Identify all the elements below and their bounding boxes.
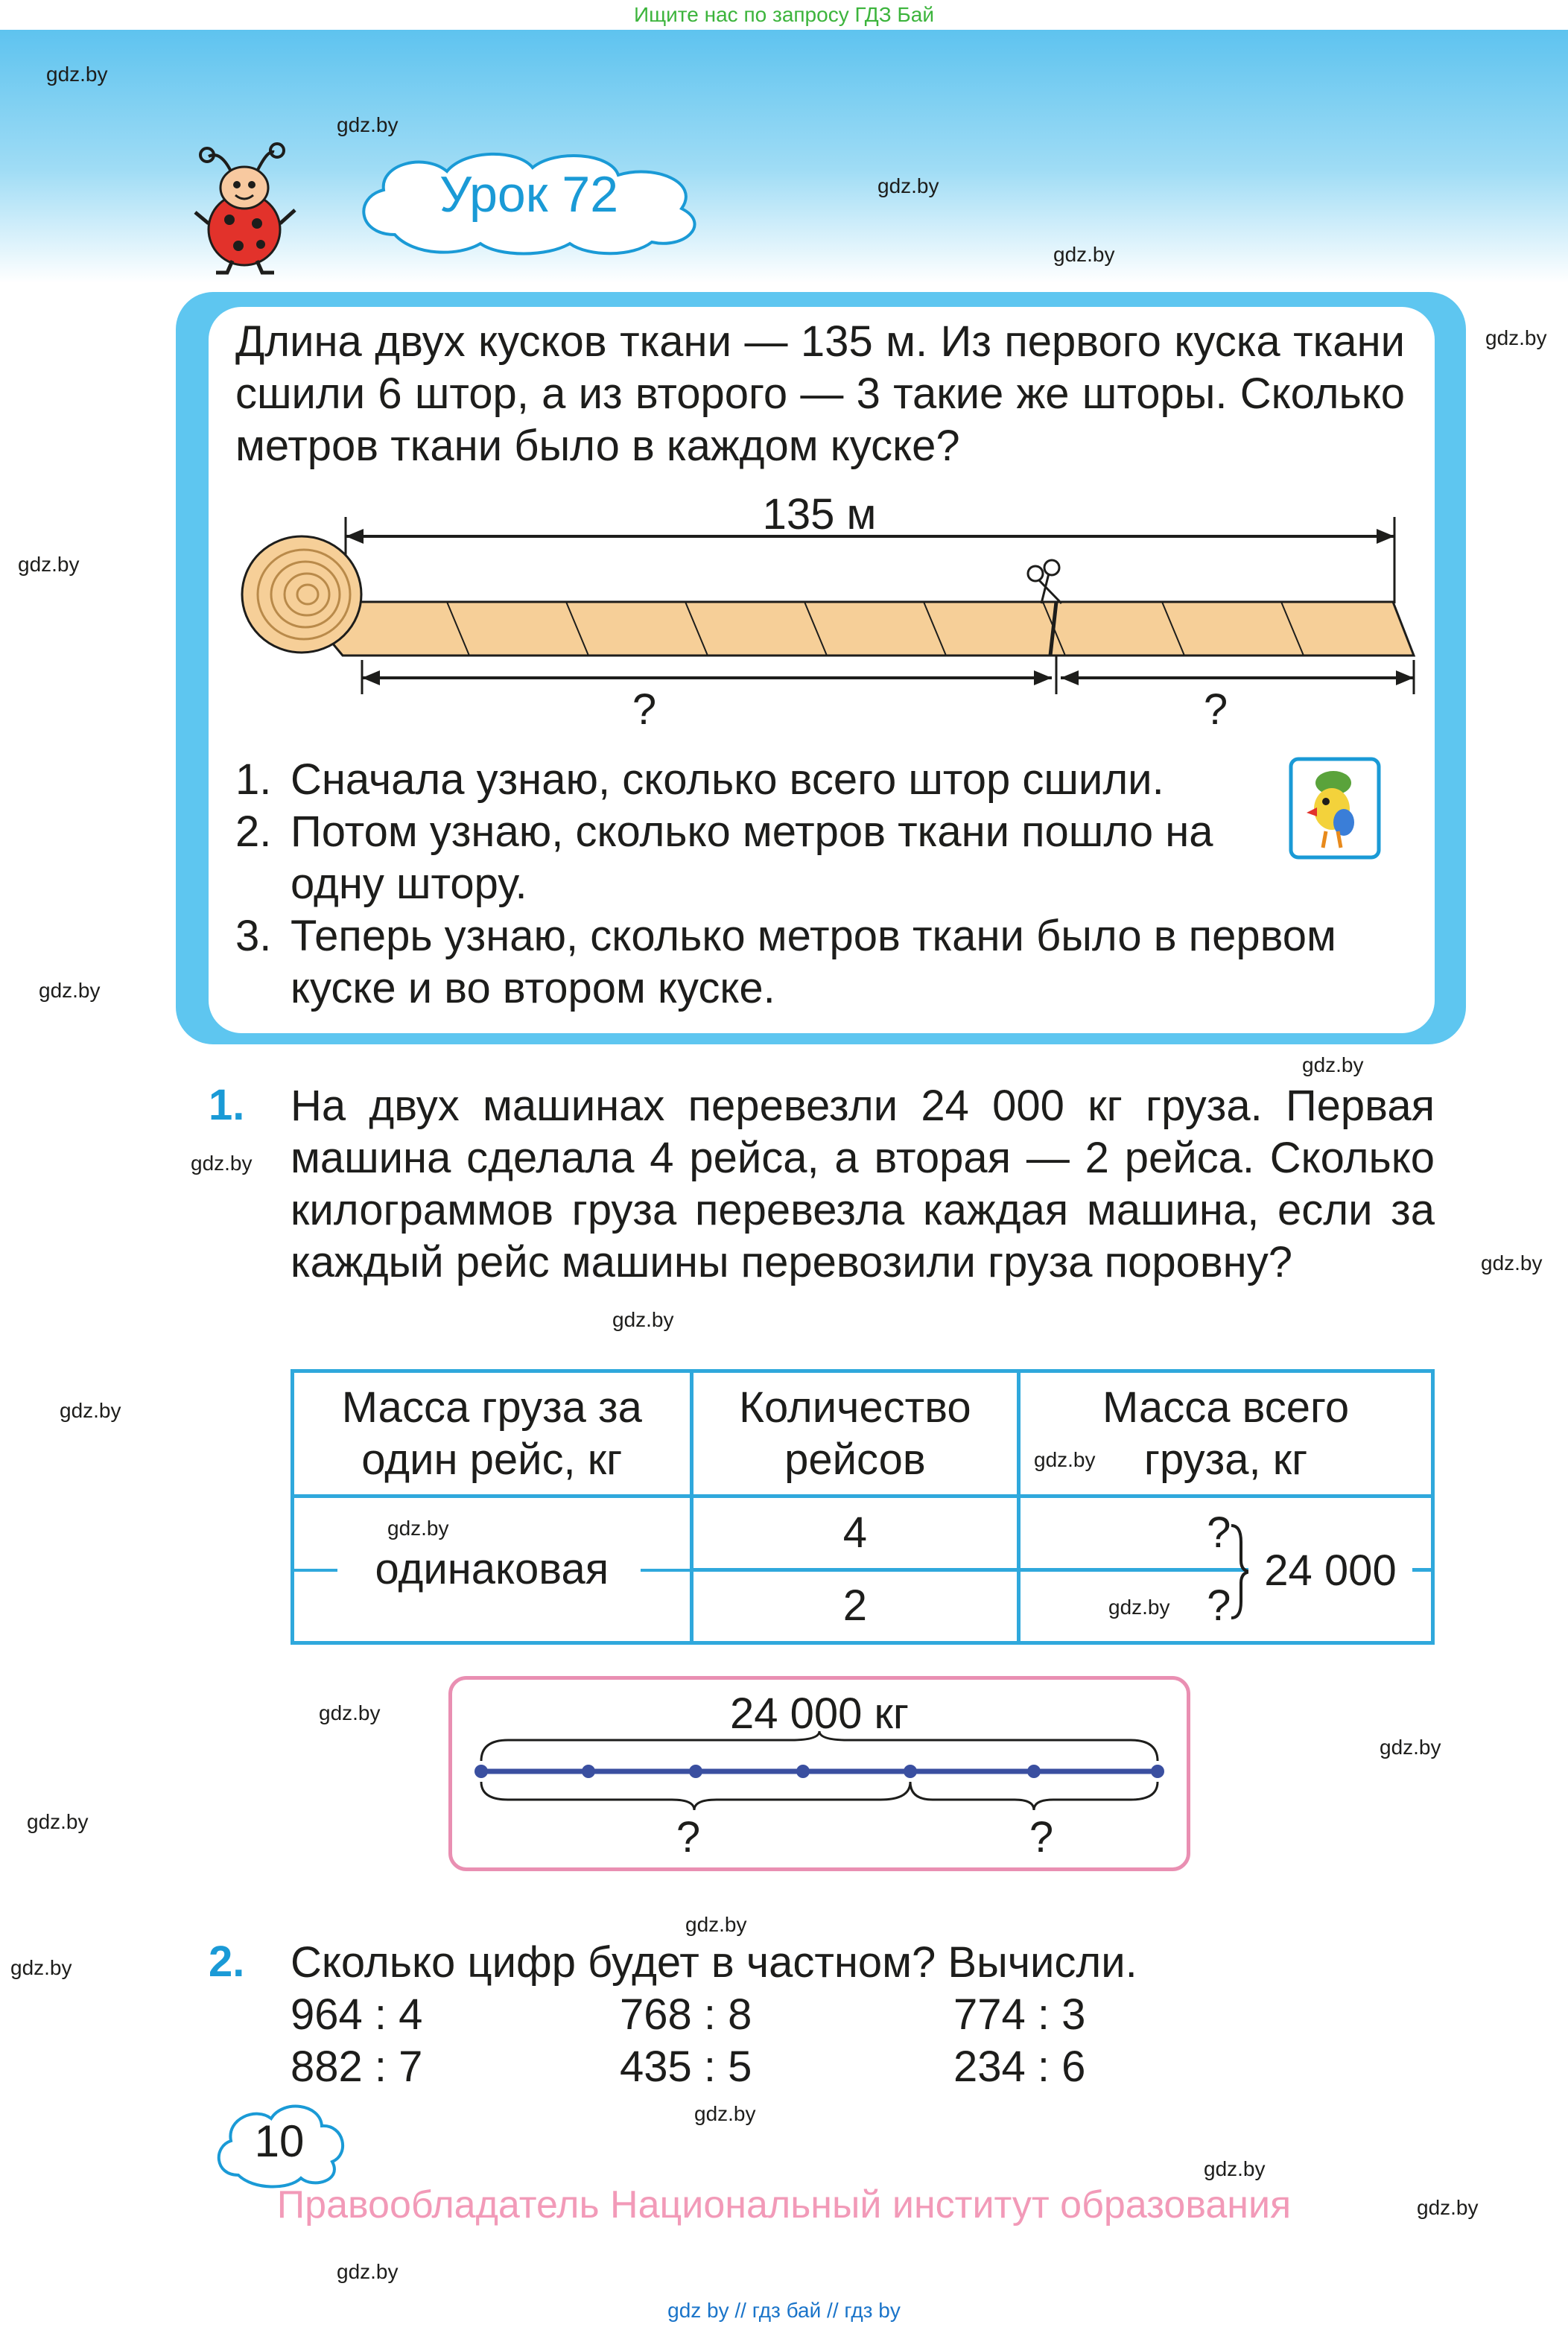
watermark: gdz.by [877, 174, 939, 197]
expression: 964 : 4 [291, 1990, 423, 2039]
table-header: Масса груза за один рейс, кг [293, 1371, 692, 1496]
expression: 435 : 5 [620, 2043, 752, 2091]
watermark: gdz.by [337, 2260, 399, 2283]
watermark: gdz.by [10, 1956, 72, 1979]
watermark: gdz.by [685, 1913, 747, 1936]
watermark: gdz.by [1380, 1736, 1441, 1759]
expression: 768 : 8 [620, 1990, 752, 2039]
task2-text: Сколько цифр будет в частном? Вычисли. [291, 1938, 1137, 1987]
segment-point [474, 1765, 488, 1778]
intro-problem-text: Длина двух кусков ткани — 135 м. Из первого куска ткани сшили 6 штор, а из второго — 3 такие же шторы. Сколько метров ткани было в каждом куске? [235, 317, 1405, 470]
task2-number: 2. [209, 1937, 245, 1986]
watermark: gdz.by [27, 1810, 89, 1833]
table-dash-sum [1412, 1569, 1435, 1572]
expression: 882 : 7 [291, 2043, 423, 2091]
expression: 234 : 6 [953, 2043, 1086, 2091]
watermark: gdz.by [387, 1517, 449, 1540]
segment-point [689, 1765, 702, 1778]
table-header: Масса всего груза, кг [1019, 1371, 1433, 1496]
step-number: 3. [235, 912, 272, 960]
fabric-part1-label: ? [632, 685, 657, 734]
fabric-roll-end [242, 536, 361, 653]
task1-table [291, 1369, 1435, 1645]
step-text: Потом узнаю, сколько метров ткани пошло на одну штору. [291, 807, 1213, 908]
watermark: gdz.by [1302, 1053, 1364, 1076]
task1-text: На двух машинах перевезли 24 000 кг груза. Первая машина сделала 4 рейса, а вторая — 2 рейса. Сколько килограммов груза перевезла каждая машина, если за каждый рейс машины перевозили груза поровну? [291, 1082, 1435, 1286]
segment-point [904, 1765, 917, 1778]
watermark: gdz.by [612, 1308, 674, 1331]
step-text: Сначала узнаю, сколько всего штор сшили. [291, 755, 1164, 804]
parrot-helper-icon [1289, 757, 1381, 860]
watermark: gdz.by [1108, 1596, 1170, 1619]
bottom-links: gdz by // гдз бай // гдз by [667, 2299, 901, 2322]
segment-point [1151, 1765, 1164, 1778]
table-dash-left [294, 1569, 337, 1572]
step-number: 1. [235, 755, 272, 804]
watermark: gdz.by [1034, 1448, 1096, 1471]
table-trips-cell: 4 [691, 1496, 1019, 1570]
watermark: gdz.by [1417, 2196, 1479, 2219]
watermark: gdz.by [694, 2102, 756, 2125]
step-text: Теперь узнаю, сколько метров ткани было в первом куске и во втором куске. [291, 912, 1336, 1012]
cargo-part1-label: ? [676, 1813, 701, 1862]
lesson-title: Урок 72 [439, 166, 619, 223]
expression: 774 : 3 [953, 1990, 1086, 2039]
segment-point [1027, 1765, 1041, 1778]
fabric-part2-label: ? [1203, 685, 1228, 734]
watermark: gdz.by [39, 979, 101, 1002]
segment-point [796, 1765, 810, 1778]
watermark: gdz.by [191, 1152, 253, 1175]
copyright-line: Правообладатель Национальный институт образования [276, 2183, 1292, 2226]
watermark: gdz.by [1481, 1251, 1543, 1275]
top-banner: Ищите нас по запросу ГДЗ Бай [0, 0, 1568, 30]
table-mass-per-trip: одинаковая [293, 1496, 692, 1643]
fabric-total-label: 135 м [762, 492, 877, 539]
watermark: gdz.by [337, 113, 399, 136]
task1-number: 1. [209, 1081, 245, 1129]
fabric-diagram [223, 492, 1423, 737]
segment-point [582, 1765, 595, 1778]
scissors-icon [1028, 560, 1061, 603]
cargo-part2-label: ? [1029, 1813, 1054, 1862]
table-total-value: ? [1207, 1581, 1231, 1631]
watermark: gdz.by [60, 1399, 121, 1422]
watermark: gdz.by [46, 63, 108, 86]
table-header: Количество рейсов [691, 1371, 1019, 1496]
watermark: gdz.by [1485, 326, 1547, 349]
step-number: 2. [235, 807, 272, 856]
table-trips-cell: 2 [691, 1570, 1019, 1642]
ladybug-icon [186, 142, 305, 276]
cargo-segment-diagram [448, 1676, 1190, 1871]
watermark: gdz.by [319, 1701, 381, 1724]
watermark: gdz.by [18, 553, 80, 576]
watermark: gdz.by [1204, 2157, 1266, 2180]
watermark: gdz.by [1053, 243, 1115, 266]
table-dash-right [641, 1569, 693, 1572]
cargo-total-label: 24 000 кг [729, 1689, 910, 1738]
table-total-value: ? [1207, 1508, 1231, 1558]
page-number: 10 [254, 2116, 305, 2166]
table-sum: 24 000 [1248, 1545, 1412, 1597]
